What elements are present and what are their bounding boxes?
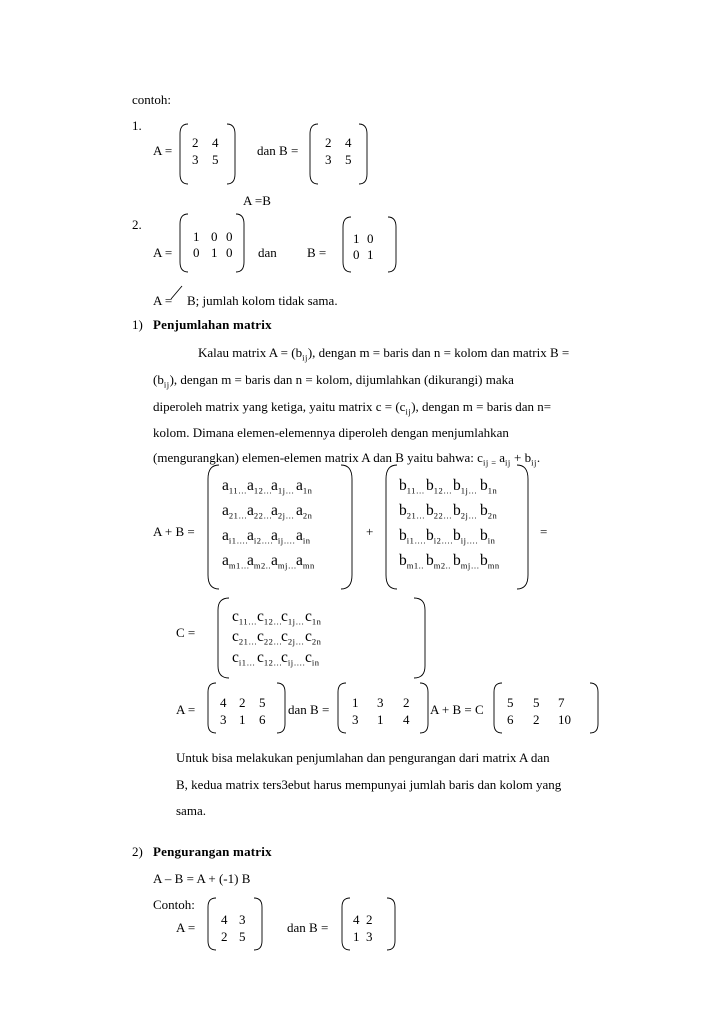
example-1-b-r2c1: 3 xyxy=(325,152,332,167)
num-example-c-r1c2: 5 xyxy=(533,695,540,710)
general-a-row-3: $a_{i1\dots.}$ $a_{i2\dots.}$ $a_{ij\dots.}$ $a_{in}$ xyxy=(222,527,311,546)
num-example-dan-b-label: dan B = xyxy=(288,702,330,717)
num-example-a-right-bracket xyxy=(277,683,287,733)
example-2-b-r1c2: 0 xyxy=(367,231,374,246)
example-1-a-r1c1: 2 xyxy=(192,135,199,150)
example-1-b-r2c2: 5 xyxy=(345,152,352,167)
general-a-left-bracket xyxy=(208,465,220,589)
num-example-sum-label: A + B = C xyxy=(430,702,484,717)
general-b-row-4: $b_{m1..}$ $b_{m2..}$ $b_{mj\dots}$ $b_{mn}$ xyxy=(399,552,500,571)
num-example-a-r1c3: 5 xyxy=(259,695,266,710)
num-example-b-r1c1: 1 xyxy=(352,695,359,710)
section-2-title: Pengurangan matrix xyxy=(153,844,272,859)
num-example-c-r2c1: 6 xyxy=(507,712,514,727)
general-c-row-1: $c_{11\dots}$ $c_{12\dots}$ $c_{1j\dots}$ $c_{1n}$ xyxy=(232,608,322,627)
num-example-a-r2c1: 3 xyxy=(220,712,227,727)
example-2-a-r2c3: 0 xyxy=(226,245,233,260)
example-2-b-r1c1: 1 xyxy=(353,231,360,246)
general-a-row-4: $a_{m1\dots}$ $a_{m2..}$ $a_{mj\dots}$ $a_{mn}$ xyxy=(222,552,315,571)
contoh-label: contoh: xyxy=(132,92,171,107)
general-c-right-bracket xyxy=(414,598,426,678)
sub-example-a-r2c1: 2 xyxy=(221,929,228,944)
example-2-result-a: A = xyxy=(153,293,173,308)
sub-example-b-right-bracket xyxy=(387,898,397,950)
num-example-c-r1c1: 5 xyxy=(507,695,514,710)
num-example-b-left-bracket xyxy=(338,683,348,733)
para-line-1: Kalau matrix $A = (b_{ij})$, dengan m = baris dan n = kolom dan matrix B = xyxy=(198,345,570,363)
num-example-a-label: A = xyxy=(176,702,196,717)
example-1-dan-b-label: dan B = xyxy=(257,143,299,158)
example-2-number: 2. xyxy=(132,217,142,232)
example-2-dan-label: dan xyxy=(258,245,277,260)
example-1-b-r1c2: 4 xyxy=(345,135,352,150)
para-line-2: $(b_{ij})$, dengan m = baris dan n = kolom, dijumlahkan (dikurangi) maka xyxy=(153,372,514,390)
general-a-right-bracket xyxy=(341,465,353,589)
general-b-row-2: $b_{21\dots}$ $b_{22\dots}$ $b_{2j\dots}$ $b_{2n}$ xyxy=(399,502,498,521)
example-1-a-right-bracket xyxy=(227,124,237,184)
general-b-right-bracket xyxy=(517,465,529,589)
example-1-b-r1c1: 2 xyxy=(325,135,332,150)
para-line-5: (mengurangkan) elemen-elemen matrix A dan B yaitu bahwa: $c_{ij =}$ $a_{ij} + b_{ij}$. xyxy=(153,450,541,468)
sub-example-a-right-bracket xyxy=(254,898,264,950)
general-b-row-1: $b_{11\dots}$ $b_{12\dots}$ $b_{1j\dots}$ $b_{1n}$ xyxy=(399,477,498,496)
example-1-b-right-bracket xyxy=(359,124,369,184)
section-2-formula: A – B = A + (-1) B xyxy=(153,871,251,886)
example-1-a-r1c2: 4 xyxy=(212,135,219,150)
example-2-b-r2c2: 1 xyxy=(367,247,374,262)
general-a-row-2: $a_{21\dots}$ $a_{22\dots}$ $a_{2j\dots}$ $a_{2n}$ xyxy=(222,502,313,521)
sub-example-b-r2c1: 1 xyxy=(353,929,360,944)
section-1-title: Penjumlahan matrix xyxy=(153,317,272,332)
example-2-b-r2c1: 0 xyxy=(353,247,360,262)
general-c-row-3: $c_{i1\dots}$ $c_{12\dots}$ $c_{ij\dots.}$ $c_{in}$ xyxy=(232,649,320,668)
example-2-b-label: B = xyxy=(307,245,327,260)
sub-example-b-r2c2: 3 xyxy=(366,929,373,944)
example-1-result: A =B xyxy=(243,193,271,208)
num-example-b-r2c2: 1 xyxy=(377,712,384,727)
num-example-c-r1c3: 7 xyxy=(558,695,565,710)
num-example-a-left-bracket xyxy=(208,683,218,733)
example-2-a-left-bracket xyxy=(180,214,190,272)
section-2-number: 2) xyxy=(132,844,143,859)
num-example-c-right-bracket xyxy=(590,683,600,733)
example-1-a-r2c1: 3 xyxy=(192,152,199,167)
example-2-a-r2c1: 0 xyxy=(193,245,200,260)
num-example-a-r2c3: 6 xyxy=(259,712,266,727)
example-2-a-r1c1: 1 xyxy=(193,229,200,244)
note-line-3: sama. xyxy=(176,803,206,818)
general-a-row-1: $a_{11\dots}$ $a_{12\dots}$ $a_{1j\dots}$ $a_{1n}$ xyxy=(222,477,313,496)
sub-example-b-r1c1: 4 xyxy=(353,912,360,927)
num-example-c-left-bracket xyxy=(494,683,504,733)
example-2-b-right-bracket xyxy=(388,217,398,272)
num-example-a-r1c2: 2 xyxy=(239,695,246,710)
sub-example-b-left-bracket xyxy=(342,898,352,950)
sub-example-a-left-bracket xyxy=(208,898,218,950)
num-example-b-r1c2: 3 xyxy=(377,695,384,710)
num-example-c-r2c2: 2 xyxy=(533,712,540,727)
num-example-a-r1c1: 4 xyxy=(220,695,227,710)
num-example-b-right-bracket xyxy=(420,683,430,733)
num-example-b-r2c1: 3 xyxy=(352,712,359,727)
num-example-c-r2c3: 10 xyxy=(558,712,571,727)
num-example-a-r2c2: 1 xyxy=(239,712,246,727)
example-1-a-r2c2: 5 xyxy=(212,152,219,167)
a-plus-b-label: A + B = xyxy=(153,524,195,539)
sub-example-a-r1c1: 4 xyxy=(221,912,228,927)
general-b-row-3: $b_{i1\dots.}$ $b_{i2\dots.}$ $b_{ij\dots.}$ $b_{in}$ xyxy=(399,527,496,546)
num-example-b-r2c3: 4 xyxy=(403,712,410,727)
section-2-contoh: Contoh: xyxy=(153,897,195,912)
sub-example-dan-b-label: dan B = xyxy=(287,920,329,935)
sub-example-b-r1c2: 2 xyxy=(366,912,373,927)
example-2-result-text: B; jumlah kolom tidak sama. xyxy=(187,293,338,308)
example-1-b-left-bracket xyxy=(310,124,320,184)
sub-example-a-r2c2: 5 xyxy=(239,929,246,944)
example-1-a-label: A = xyxy=(153,143,173,158)
general-c-left-bracket xyxy=(218,598,230,678)
para-line-4: kolom. Dimana elemen-elemennya diperoleh dengan menjumlahkan xyxy=(153,425,509,440)
example-1-number: 1. xyxy=(132,118,142,133)
sub-example-a-r1c2: 3 xyxy=(239,912,246,927)
example-2-a-r2c2: 1 xyxy=(211,245,218,260)
c-label: C = xyxy=(176,625,196,640)
example-2-a-r1c3: 0 xyxy=(226,229,233,244)
not-equal-slash xyxy=(171,286,183,300)
para-line-3: diperoleh matrix yang ketiga, yaitu matrix $c = (c_{ij})$, dengan m = baris dan n= xyxy=(153,399,552,417)
section-1-number: 1) xyxy=(132,317,143,332)
example-2-a-label: A = xyxy=(153,245,173,260)
general-b-left-bracket xyxy=(386,465,398,589)
plus-sign: + xyxy=(366,524,374,539)
example-2-b-left-bracket xyxy=(343,217,353,272)
equals-sign: = xyxy=(540,524,548,539)
note-line-1: Untuk bisa melakukan penjumlahan dan pengurangan dari matrix A dan xyxy=(176,750,550,765)
general-c-row-2: $c_{21\dots}$ $c_{22\dots}$ $c_{2j\dots}$ $c_{2n}$ xyxy=(232,628,322,647)
sub-example-a-label: A = xyxy=(176,920,196,935)
example-2-a-right-bracket xyxy=(236,214,246,272)
note-line-2: B, kedua matrix ters3ebut harus mempunyai jumlah baris dan kolom yang xyxy=(176,777,562,792)
num-example-b-r1c3: 2 xyxy=(403,695,410,710)
example-2-a-r1c2: 0 xyxy=(211,229,218,244)
